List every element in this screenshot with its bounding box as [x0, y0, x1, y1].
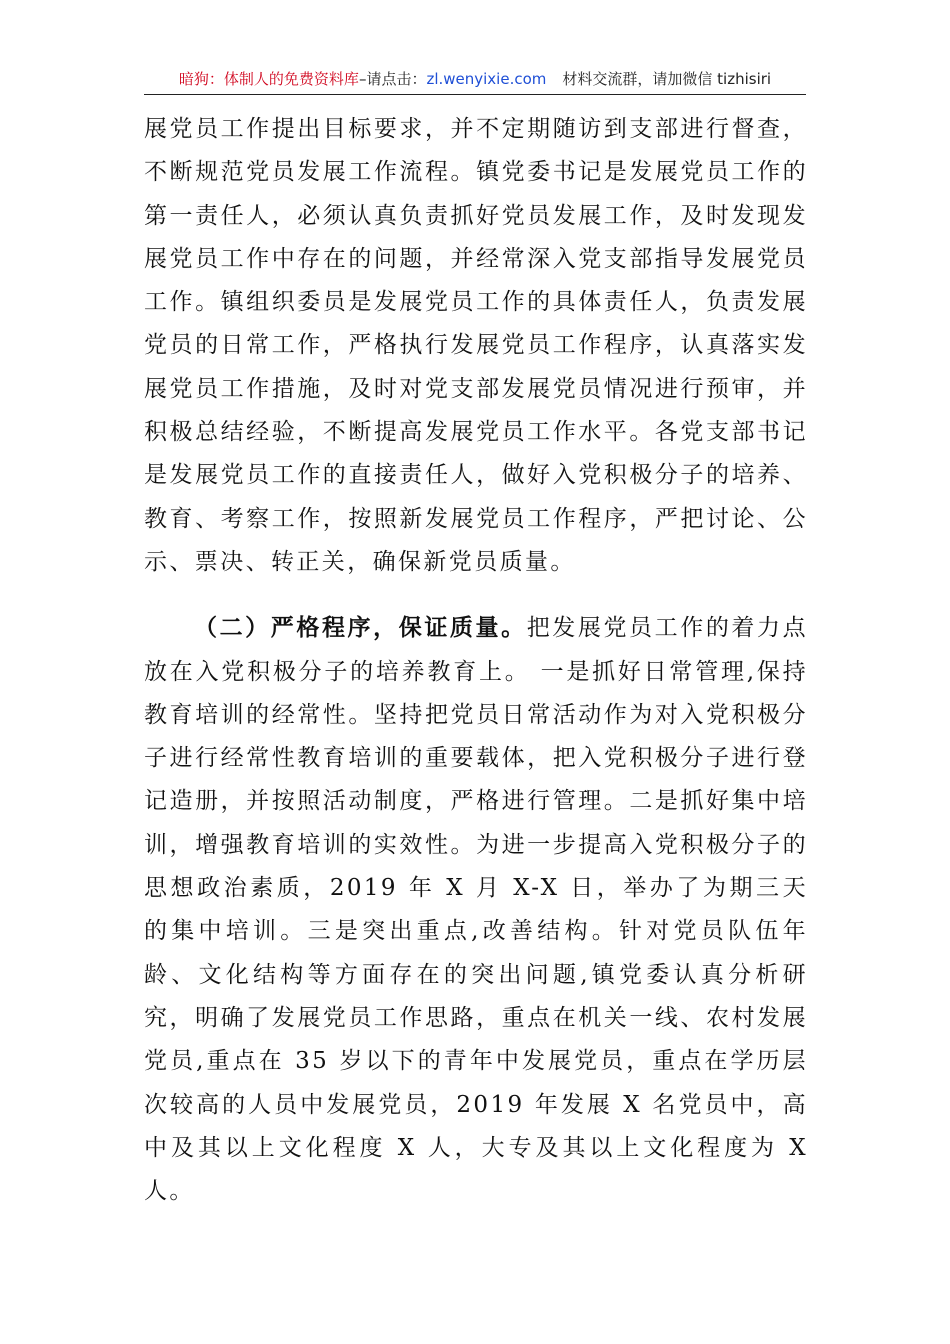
header-brand: 暗狗：体制人的免费资料库 [178, 70, 359, 88]
header-group-notice: 材料交流群，请加微信 tizhisiri [562, 70, 772, 88]
page-header [144, 66, 806, 95]
header-prompt: –请点击： [358, 70, 427, 88]
document-body [144, 108, 808, 1213]
body-paragraph-2-text: 把发展党员工作的着力点放在入党积极分子的培养教育上。 一是抓好日常管理,保持教育培训的经常性。坚持把党员日常活动作为对入党积极分子进行经常性教育培训的重要载体，把入党积极分子进行登记造册，并按照活动制度，严格进行管理。二是抓好集中培训，增强教育培训的实效性。为进一步提高入党积极分子的思想政治素质，2019 年 X 月 X-X 日，举办了为期三天的集中培训。三是突出重点,改善结构。针对党员队伍年龄、文化结构等方面存在的突出问题,镇党委认真分析研究，明确了发展党员工作思路，重点在机关一线、农村发展党员,重点在 35 岁以下的青年中发展党员，重点在学历层次较高的人员中发展党员，2019 年发展 X 名党员中，高中及其以上文化程度 X 人，大专及其以上文化程度为 X 人。 [144, 615, 808, 1205]
section-heading: （二）严格程序，保证质量。 [194, 614, 527, 642]
body-paragraph-2 [144, 606, 808, 1213]
body-paragraph-1: 展党员工作提出目标要求，并不定期随访到支部进行督查，不断规范党员发展工作流程。镇党委书记是发展党员工作的第一责任人，必须认真负责抓好党员发展工作，及时发现发展党员工作中存在的问题，并经常深入党支部指导发展党员工作。镇组织委员是发展党员工作的具体责任人，负责发展党员的日常工作，严格执行发展党员工作程序，认真落实发展党员工作措施，及时对党支部发展党员情况进行预审，并积极总结经验，不断提高发展党员工作水平。各党支部书记是发展党员工作的直接责任人，做好入党积极分子的培养、教育、考察工作，按照新发展党员工作程序，严把讨论、公示、票决、转正关，确保新党员质量。 [144, 116, 808, 575]
header-site-link[interactable]: zl.wenyixie.com [426, 70, 547, 88]
